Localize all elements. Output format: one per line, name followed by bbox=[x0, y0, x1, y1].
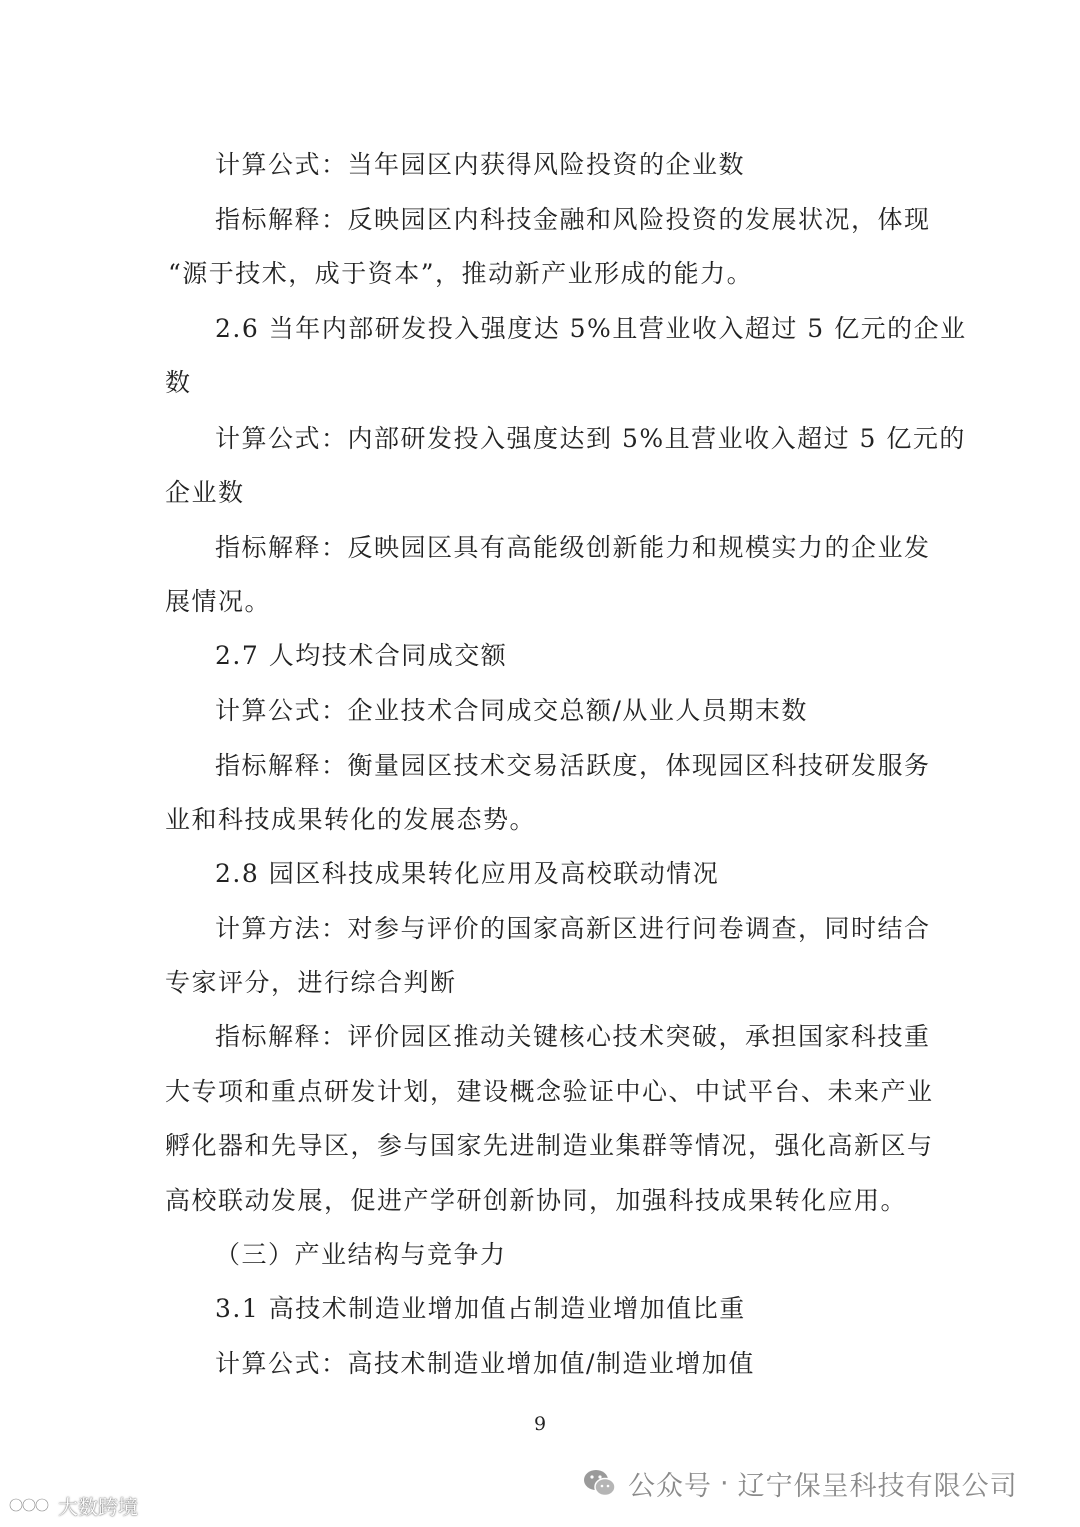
watermark-account-name: 辽宁保呈科技有限公司 bbox=[737, 1470, 1018, 1502]
watermark-prefix: 公众号 bbox=[628, 1470, 712, 1502]
formula-2-7: 计算公式：企业技术合同成交总额/从业人员期末数 bbox=[215, 696, 808, 725]
wechat-watermark bbox=[582, 1463, 1018, 1503]
wechat-icon bbox=[582, 1468, 618, 1498]
heading-3-1: 3.1 高技术制造业增加值占制造业增加值比重 bbox=[215, 1294, 746, 1323]
heading-2-8: 2.8 园区科技成果转化应用及高校联动情况 bbox=[215, 859, 720, 888]
heading-2-6-line-1: 2.6 当年内部研发投入强度达 5%且营业收入超过 5 亿元的企业 bbox=[215, 314, 967, 343]
explanation-2-6-line-2: 展情况。 bbox=[165, 587, 272, 616]
explanation-2-5-line-1: 指标解释：反映园区内科技金融和风险投资的发展状况，体现 bbox=[215, 205, 931, 234]
explanation-2-8-line-3: 孵化器和先导区，参与国家先进制造业集群等情况，强化高新区与 bbox=[165, 1131, 934, 1160]
watermark-separator: · bbox=[720, 1467, 730, 1499]
explanation-2-7-line-2: 业和科技成果转化的发展态势。 bbox=[165, 805, 537, 834]
formula-2-6-line-1: 计算公式：内部研发投入强度达到 5%且营业收入超过 5 亿元的 bbox=[215, 424, 966, 453]
explanation-2-8-line-2: 大专项和重点研发计划，建设概念验证中心、中试平台、未来产业 bbox=[165, 1077, 934, 1106]
page-number: 9 bbox=[533, 1413, 547, 1435]
explanation-2-8-line-1: 指标解释：评价园区推动关键核心技术突破，承担国家科技重 bbox=[215, 1022, 931, 1051]
formula-3-1: 计算公式：高技术制造业增加值/制造业增加值 bbox=[215, 1349, 755, 1378]
explanation-2-6-line-1: 指标解释：反映园区具有高能级创新能力和规模实力的企业发 bbox=[215, 533, 931, 562]
formula-2-5: 计算公式：当年园区内获得风险投资的企业数 bbox=[215, 150, 746, 179]
method-2-8-line-1: 计算方法：对参与评价的国家高新区进行问卷调查，同时结合 bbox=[215, 914, 931, 943]
corner-brand-text: 大数跨境 bbox=[58, 1494, 138, 1519]
method-2-8-line-2: 专家评分，进行综合判断 bbox=[165, 968, 457, 997]
heading-2-6-line-2: 数 bbox=[165, 368, 192, 397]
heading-2-7: 2.7 人均技术合同成交额 bbox=[215, 641, 508, 670]
explanation-2-5-line-2: “源于技术，成于资本”，推动新产业形成的能力。 bbox=[168, 259, 754, 288]
brand-logo-icon bbox=[8, 1494, 54, 1516]
section-3-heading: （三）产业结构与竞争力 bbox=[215, 1240, 507, 1269]
formula-2-6-line-2: 企业数 bbox=[165, 478, 245, 507]
corner-brand-mark bbox=[8, 1490, 138, 1520]
explanation-2-7-line-1: 指标解释：衡量园区技术交易活跃度，体现园区科技研发服务 bbox=[215, 751, 931, 780]
explanation-2-8-line-4: 高校联动发展，促进产学研创新协同，加强科技成果转化应用。 bbox=[165, 1186, 908, 1215]
